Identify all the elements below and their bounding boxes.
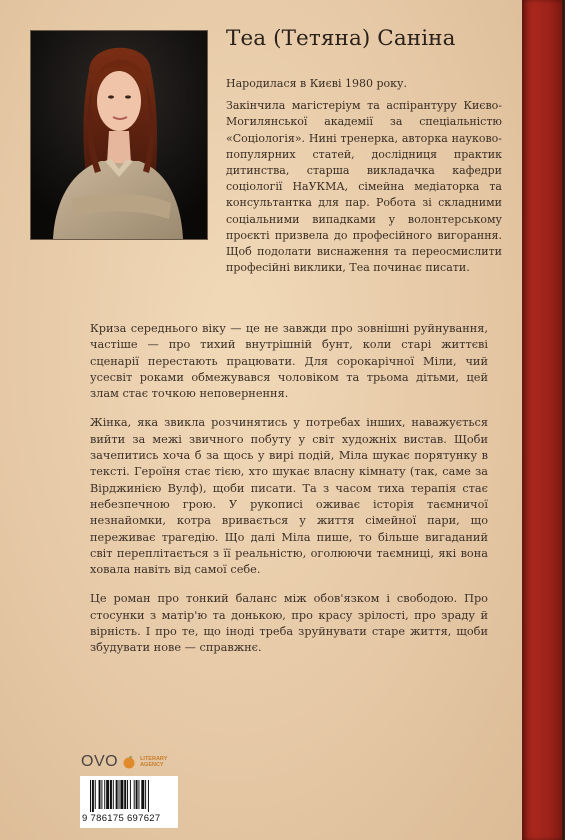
barcode-bar: [130, 780, 131, 809]
barcode-bar: [101, 780, 102, 809]
barcode-bar: [116, 780, 118, 809]
ovo-logo-text: OVO: [81, 753, 119, 770]
barcode-bar: [148, 780, 149, 812]
blurb-paragraph: Це роман про тонкий баланс між обов'язком і свободою. Про стосунки з матір'ю та донькою, про красу зрілості, про зраду й вірність. І про те, що іноді треба зруйнувати старе життя, щоби збудувати нове — справжнє.: [90, 592, 488, 655]
book-spine: [522, 0, 562, 840]
barcode-bar: [141, 780, 144, 809]
isbn-number: 9 786175 697627: [82, 813, 161, 824]
barcode-bar: [124, 780, 126, 809]
author-portrait-image: [31, 31, 207, 239]
barcode-bar: [119, 780, 120, 809]
barcode-bar: [127, 780, 128, 809]
author-name: Теа (Тетяна) Саніна: [226, 26, 456, 51]
barcode-bar: [134, 780, 135, 809]
book-blurb: [90, 321, 488, 657]
bio-paragraph: Народилася в Києві 1980 року.: [226, 77, 407, 90]
barcode-bar: [136, 780, 138, 809]
barcode-bar: [110, 780, 112, 809]
author-bio: [226, 76, 502, 276]
barcode-bar: [99, 780, 101, 809]
barcode-bar: [113, 780, 114, 809]
imprint-line: AGENCY: [140, 762, 164, 768]
orange-fruit-icon: [122, 755, 136, 769]
barcode-bar: [145, 780, 146, 809]
publisher-imprint: [140, 756, 167, 768]
barcode-bar: [138, 780, 139, 809]
imprint-line: LITERARY: [140, 756, 168, 762]
barcode-bar: [92, 780, 94, 812]
barcode-bar: [104, 780, 105, 809]
isbn-barcode: [80, 776, 178, 828]
barcode-bar: [106, 780, 109, 809]
barcode-bar: [90, 780, 91, 812]
barcode-bars: [90, 780, 170, 812]
barcode-bar: [120, 780, 123, 809]
bio-paragraph: Закінчила магістеріум та аспірантуру Києво-Могилянської академії за спеціальністю «Соціологія». Нині тренерка, авторка науково-популярних статей, дослідниця практик дитинства, старша викладачка кафедри соціології НаУКМА, сімейна медіаторка та консультантка для пар. Робота зі складними соціальними випадками у волонтерському проєкті призвела до професійного вигорання. Щоб подолати виснаження та переосмислити професійні виклики, Теа починає писати.: [226, 99, 502, 275]
blurb-paragraph: Криза середнього віку — це не завжди про зовнішні руйнування, частіше — про тихий внутрішній бунт, коли старі життєві сценарії перестають працювати. Для сорокарічної Міли, чий усесвіт роками обмежувався чоловіком та трьома дітьми, цей злам стає точкою неповернення.: [90, 322, 488, 401]
author-photo: [31, 31, 207, 239]
blurb-paragraph: Жінка, яка звикла розчинятись у потребах інших, наважується вийти за межі звичного побуту у світ художніх вистав. Щоби зачепитись хоча б за щось у вирі подій, Міла шукає порятунку в тексті. Героїня стає тією, хто шукає власну кімнату (так, саме за Вірджинією Вулф), щоби писати. Та з часом тиха терапія стає небезпечною грою. У рукописі оживає історія таємничої незнайомки, котра вривається у життя сімейної пари, що переживає трагедію. Що далі Міла пише, то більше вигаданий світ переплітається з її реальністю, оголюючи таємниці, які вона ховала навіть від самої себе.: [90, 416, 488, 577]
publisher-logo: [81, 751, 171, 773]
barcode-bar: [95, 780, 96, 809]
